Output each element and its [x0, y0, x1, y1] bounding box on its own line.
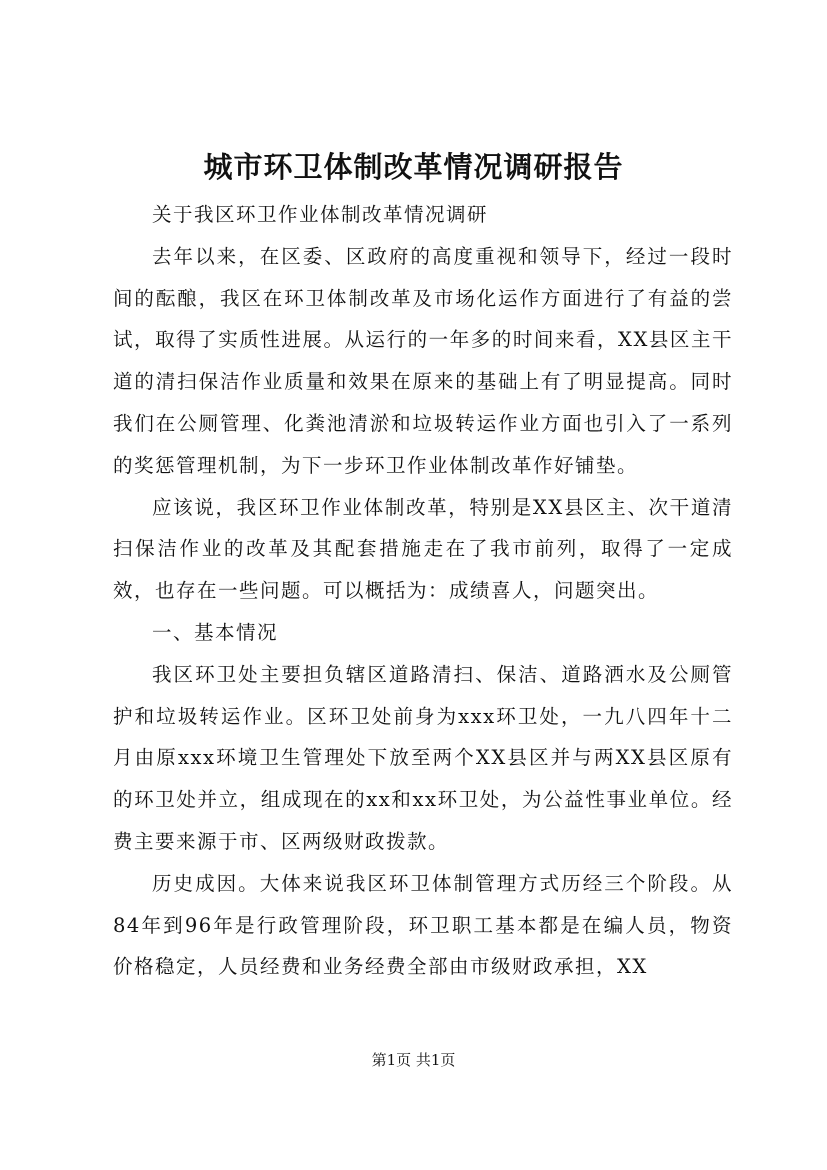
body-paragraph: 去年以来，在区委、区政府的高度重视和领导下，经过一段时间的酝酿，我区在环卫体制改革及市场化运作方面进行了有益的尝试，取得了实质性进展。从运行的一年多的时间来看，XX县区主干道的清扫保洁作业质量和效果在原来的基础上有了明显提高。同时我们在公厕管理、化粪池清淤和垃圾转运作业方面也引入了一系列的奖惩管理机制，为下一步环卫作业体制改革作好铺垫。 [113, 244, 733, 477]
document-title: 城市环卫体制改革情况调研报告 [203, 150, 624, 184]
page-number-footer: 第1页 共1页 [371, 1051, 456, 1069]
body-paragraph: 应该说，我区环卫作业体制改革，特别是XX县区主、次干道清扫保洁作业的改革及其配套措施走在了我市前列，取得了一定成效，也存在一些问题。可以概括为：成绩喜人，问题突出。 [113, 495, 733, 603]
body-paragraph: 历史成因。大体来说我区环卫体制管理方式历经三个阶段。从84年到96年是行政管理阶段，环卫职工基本都是在编人员，物资价格稳定，人员经费和业务经费全部由市级财政承担，XX [113, 871, 733, 979]
body-paragraph: 我区环卫处主要担负辖区道路清扫、保洁、道路洒水及公厕管护和垃圾转运作业。区环卫处前身为xxx环卫处，一九八四年十二月由原xxx环境卫生管理处下放至两个XX县区并与两XX县区原有的环卫处并立，组成现在的xx和xx环卫处，为公益性事业单位。经费主要来源于市、区两级财政拨款。 [113, 662, 733, 853]
section-heading: 一、基本情况 [152, 620, 279, 644]
subtitle-paragraph: 关于我区环卫作业体制改革情况调研 [152, 203, 489, 226]
document-body [113, 194, 733, 988]
